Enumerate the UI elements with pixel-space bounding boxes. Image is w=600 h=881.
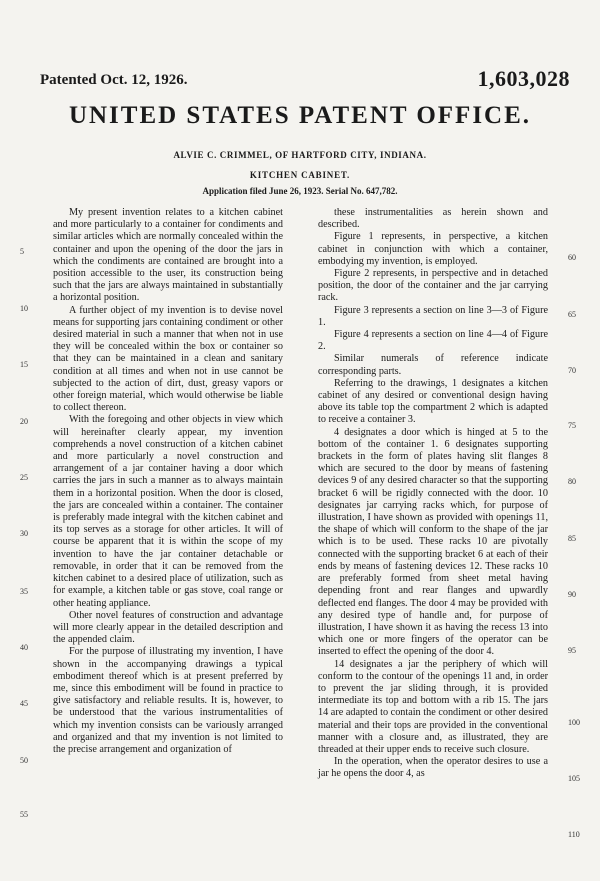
line-number: 35 xyxy=(20,587,28,596)
invention-title: KITCHEN CABINET. xyxy=(249,170,351,180)
paragraph: 4 designates a door which is hinged at 5 to the bottom of the container 1. 6 designates supporting brackets in the form of plates having slit flanges 8 which are secured to the door by means of fastening devices 9 of any desired character so that the supporting bracket 6 will be rigidly connected with the door. 10 designates jar carrying racks which, for purpose of illustration, I have shown as provided with openings 11, the shape of which will conform to the shape of the jar which is to be used. These racks 10 are pivotally connected with the supporting bracket 6 at each of their ends by means of fastening devices 12. These racks 10 are preferably formed from sheet metal having depending front and rear flanges and upwardly deflected end flanges. The door 4 may be provided with any desired type of handle and, for purpose of illustration, I have shown it as having the recess 13 into which one or more fingers of the operator can be inserted to effect the opening of the door 4. xyxy=(318,426,548,658)
line-number: 15 xyxy=(20,360,28,369)
line-number: 60 xyxy=(568,253,576,262)
line-number: 70 xyxy=(568,366,576,375)
paragraph: Similar numerals of reference indicate corresponding parts. xyxy=(318,353,548,377)
office-title: UNITED STATES PATENT OFFICE. xyxy=(68,102,532,129)
line-number: 45 xyxy=(20,699,28,708)
line-number: 30 xyxy=(20,529,28,538)
line-number: 5 xyxy=(20,247,24,256)
line-number: 55 xyxy=(20,810,28,819)
patent-date: Patented Oct. 12, 1926. xyxy=(40,72,188,88)
paragraph: A further object of my invention is to devise novel means for supporting jars containing condiment or other desired material in such a manner that when not in use they will be concealed within the box or container so that they can be maintained in a clean and sanitary condition at all times and when not in use cannot be subjected to the action of dirt, dust, greasy vapors or other foreign material, which would otherwise be liable to collect thereon. xyxy=(53,304,283,414)
line-number: 50 xyxy=(20,756,28,765)
line-number: 100 xyxy=(568,718,580,727)
application-line: Application filed June 26, 1923. Serial No. 647,782. xyxy=(202,186,398,196)
line-number: 80 xyxy=(568,477,576,486)
line-number: 40 xyxy=(20,643,28,652)
paragraph: Figure 4 represents a section on line 4—4 of Figure 2. xyxy=(318,329,548,353)
line-number: 75 xyxy=(568,421,576,430)
paragraph: Referring to the drawings, 1 designates a kitchen cabinet of any desired or conventional design having above its table top the compartment 2 which is adapted to receive a container 3. xyxy=(318,377,548,426)
inventor-line: ALVIE C. CRIMMEL, OF HARTFORD CITY, INDIANA. xyxy=(173,150,427,160)
paragraph: 14 designates a jar the periphery of which will conform to the contour of the openings 11 and, in order to prevent the jar sliding through, it is provided intermediate its top and bottom with a rib 15. The jars 14 are adapted to contain the condiment or other desired material and their tops are provided in the conventional manner with a closure and, as illustrated, they are threaded at their upper ends to receive such closure. xyxy=(318,658,548,755)
paragraph: Figure 1 represents, in perspective, a kitchen cabinet in conjunction with which a container, embodying my invention, is employed. xyxy=(318,231,548,267)
line-number: 95 xyxy=(568,646,576,655)
line-number: 65 xyxy=(568,310,576,319)
line-number: 85 xyxy=(568,534,576,543)
paragraph: For the purpose of illustrating my invention, I have shown in the accompanying drawings a typical embodiment thereof which is at present preferred by me, since this embodiment will be found in practice to give satisfactory and reliable results. It is, however, to be understood that the various instrumentalities of which my invention consists can be variously arranged and organized and that my invention is not limited to the precise arrangement and organization of xyxy=(53,646,283,755)
right-column xyxy=(318,207,548,781)
left-column xyxy=(53,207,283,756)
paragraph: Figure 3 represents a section on line 3—3 of Figure 1. xyxy=(318,304,548,328)
line-number: 110 xyxy=(568,830,580,839)
paragraph: Figure 2 represents, in perspective and in detached position, the door of the container and the jar carrying rack. xyxy=(318,268,548,304)
patent-number: 1,603,028 xyxy=(477,66,570,91)
line-number: 90 xyxy=(568,590,576,599)
paragraph: In the operation, when the operator desires to use a jar he opens the door 4, as xyxy=(318,756,548,780)
paragraph: My present invention relates to a kitchen cabinet and more particularly to a container for condiments and similar articles which are normally concealed within the container and upon the opening of the door the jars in which the condiments are contained are brought into a position accessible to the user, its construction being such that the jars are always maintained in substantially a horizontal position. xyxy=(53,207,283,304)
line-number: 10 xyxy=(20,304,28,313)
line-number: 20 xyxy=(20,417,28,426)
paragraph: Other novel features of construction and advantage will more clearly appear in the detailed description and the appended claim. xyxy=(53,609,283,646)
paragraph: With the foregoing and other objects in view which will hereinafter clearly appear, my invention comprehends a novel construction of a kitchen cabinet and more particularly a novel construction and arrangement of a jar container having a door which carries the jars in such a manner as to always maintain them in a horizontal position. When the door is closed, the jars are concealed within a container. The container is preferably made integral with the kitchen cabinet and its top serves as a storage for other articles. It will of course be apparent that it is within the scope of my invention to have the jar container detachable or removable, in order that it can be removed from the kitchen cabinet to a desired place of utilization, such as for example, a kitchen table or gas stove, coal range or other heating appliance. xyxy=(53,414,283,609)
line-number: 25 xyxy=(20,473,28,482)
line-number: 105 xyxy=(568,774,580,783)
paragraph: these instrumentalities as herein shown and described. xyxy=(318,207,548,231)
